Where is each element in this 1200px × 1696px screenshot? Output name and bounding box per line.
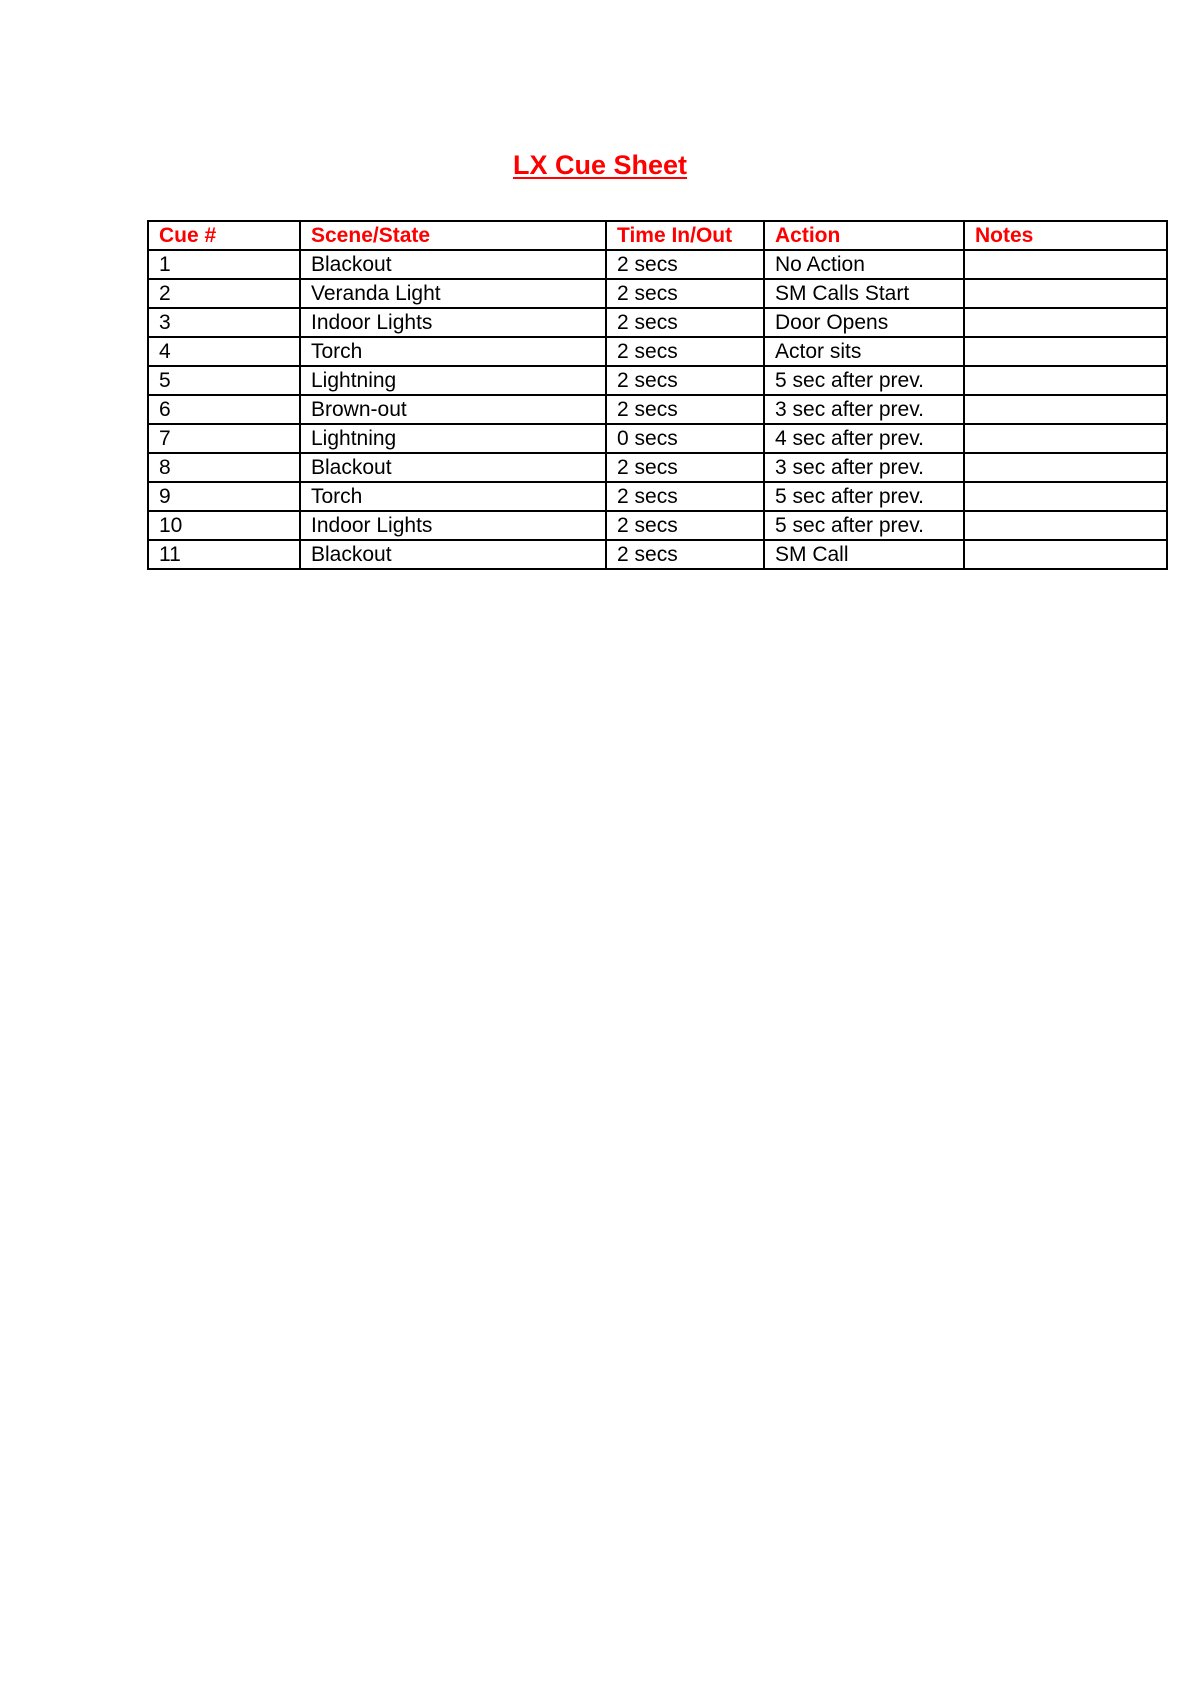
- table-row: [148, 395, 1167, 424]
- cell-time-in-out: 0 secs: [606, 424, 764, 453]
- cell-cue-number: 8: [148, 453, 300, 482]
- cell-notes: [964, 337, 1167, 366]
- cell-scene-state: Torch: [300, 482, 606, 511]
- table-row: [148, 540, 1167, 569]
- cell-scene-state: Indoor Lights: [300, 511, 606, 540]
- cell-time-in-out: 2 secs: [606, 279, 764, 308]
- cell-action: 3 sec after prev.: [764, 453, 964, 482]
- cell-cue-number: 10: [148, 511, 300, 540]
- cell-cue-number: 5: [148, 366, 300, 395]
- cell-scene-state: Lightning: [300, 424, 606, 453]
- header-notes: Notes: [964, 221, 1167, 250]
- table-row: [148, 337, 1167, 366]
- cell-action: Door Opens: [764, 308, 964, 337]
- cell-action: 4 sec after prev.: [764, 424, 964, 453]
- cell-action: 3 sec after prev.: [764, 395, 964, 424]
- table-row: [148, 511, 1167, 540]
- table-header-row: [148, 221, 1167, 250]
- header-action: Action: [764, 221, 964, 250]
- cell-cue-number: 6: [148, 395, 300, 424]
- cell-action: 5 sec after prev.: [764, 482, 964, 511]
- cell-time-in-out: 2 secs: [606, 337, 764, 366]
- cell-time-in-out: 2 secs: [606, 482, 764, 511]
- cell-cue-number: 7: [148, 424, 300, 453]
- cell-cue-number: 4: [148, 337, 300, 366]
- table-row: [148, 424, 1167, 453]
- cell-notes: [964, 540, 1167, 569]
- cell-scene-state: Indoor Lights: [300, 308, 606, 337]
- cell-cue-number: 11: [148, 540, 300, 569]
- cell-notes: [964, 250, 1167, 279]
- cell-notes: [964, 424, 1167, 453]
- cell-notes: [964, 308, 1167, 337]
- table-row: [148, 366, 1167, 395]
- cue-table: [147, 220, 1168, 570]
- page-title: LX Cue Sheet: [512, 150, 688, 180]
- table-row: [148, 279, 1167, 308]
- cell-action: Actor sits: [764, 337, 964, 366]
- cell-time-in-out: 2 secs: [606, 395, 764, 424]
- cell-action: SM Calls Start: [764, 279, 964, 308]
- cell-time-in-out: 2 secs: [606, 308, 764, 337]
- header-time-in-out: Time In/Out: [606, 221, 764, 250]
- cell-notes: [964, 482, 1167, 511]
- table-row: [148, 453, 1167, 482]
- cell-time-in-out: 2 secs: [606, 366, 764, 395]
- table-body: [148, 250, 1167, 569]
- cell-cue-number: 2: [148, 279, 300, 308]
- table-row: [148, 250, 1167, 279]
- table-row: [148, 482, 1167, 511]
- cell-scene-state: Blackout: [300, 250, 606, 279]
- cell-scene-state: Veranda Light: [300, 279, 606, 308]
- cell-time-in-out: 2 secs: [606, 540, 764, 569]
- cell-action: 5 sec after prev.: [764, 511, 964, 540]
- cell-action: SM Call: [764, 540, 964, 569]
- cell-time-in-out: 2 secs: [606, 453, 764, 482]
- cell-cue-number: 1: [148, 250, 300, 279]
- header-scene-state: Scene/State: [300, 221, 606, 250]
- table-row: [148, 308, 1167, 337]
- cell-scene-state: Torch: [300, 337, 606, 366]
- cell-cue-number: 3: [148, 308, 300, 337]
- cell-time-in-out: 2 secs: [606, 511, 764, 540]
- cell-notes: [964, 279, 1167, 308]
- cell-scene-state: Blackout: [300, 540, 606, 569]
- cell-notes: [964, 395, 1167, 424]
- cell-notes: [964, 453, 1167, 482]
- cell-notes: [964, 511, 1167, 540]
- cell-scene-state: Lightning: [300, 366, 606, 395]
- cell-notes: [964, 366, 1167, 395]
- cell-action: No Action: [764, 250, 964, 279]
- cell-action: 5 sec after prev.: [764, 366, 964, 395]
- cell-scene-state: Brown-out: [300, 395, 606, 424]
- cell-cue-number: 9: [148, 482, 300, 511]
- cell-scene-state: Blackout: [300, 453, 606, 482]
- cell-time-in-out: 2 secs: [606, 250, 764, 279]
- header-cue-number: Cue #: [148, 221, 300, 250]
